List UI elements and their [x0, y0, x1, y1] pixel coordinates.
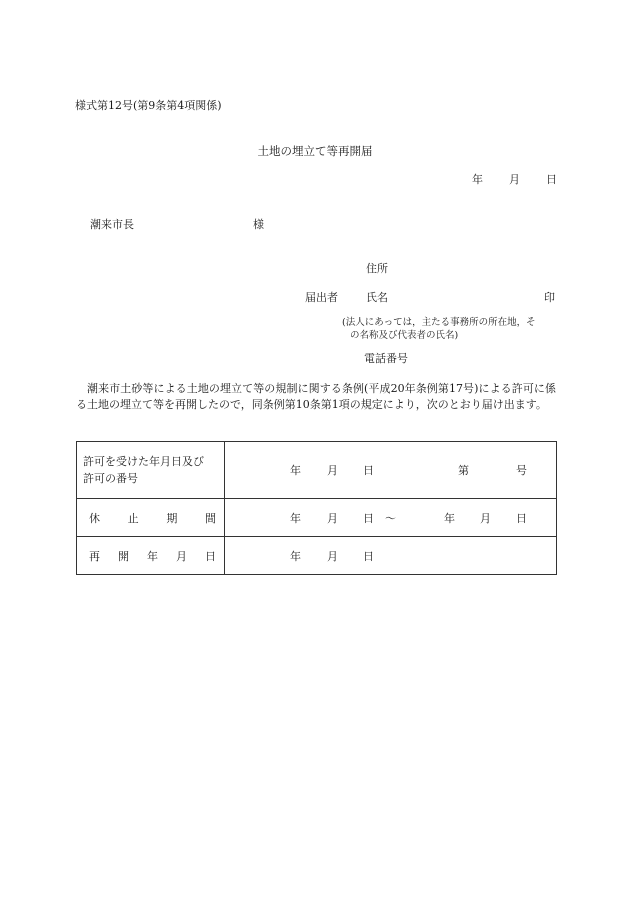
permit-day: 日 [363, 464, 374, 477]
resumption-month: 月 [327, 549, 338, 563]
label-char: 休 [89, 511, 100, 525]
resumption-label-cell [77, 537, 225, 575]
table-row-suspension [77, 499, 557, 537]
form-number: 様式第12号(第9条第4項関係) [75, 99, 222, 112]
permit-year: 年 [290, 464, 301, 477]
label-char: 日 [205, 549, 216, 563]
notifier-label: 届出者 [305, 291, 338, 304]
resumption-year: 年 [290, 549, 301, 563]
label-char: 開 [118, 549, 129, 563]
resumption-value-cell [225, 537, 557, 575]
date-year: 年 [472, 173, 483, 186]
date-day: 日 [546, 173, 557, 186]
date-line [472, 174, 557, 185]
label-char: 月 [176, 549, 187, 563]
suspension-value-cell [225, 499, 557, 537]
resumption-label [83, 548, 224, 564]
address-label: 住所 [366, 262, 388, 275]
body-paragraph: 潮来市土砂等による土地の埋立て等の規制に関する条例(平成20年条例第17号)による許可に係る土地の埋立て等を再開したので，同条例第10条第1項の規定により，次のとおり届け出ます。 [76, 382, 556, 411]
date-month: 月 [509, 173, 520, 186]
label-char: 年 [147, 549, 158, 563]
phone-label: 電話番号 [364, 352, 408, 365]
suspension-label [83, 510, 224, 526]
suspension-year: 年 [290, 511, 301, 525]
seal-mark: 印 [544, 291, 555, 304]
addressee-honorific: 様 [253, 218, 264, 231]
permit-label-line-2: 許可の番号 [83, 472, 138, 485]
table-row-permit [77, 442, 557, 499]
permit-dai: 第 [458, 464, 469, 477]
permit-go: 号 [516, 464, 527, 477]
label-char: 再 [89, 549, 100, 563]
table-row-resumption [77, 537, 557, 575]
resumption-day: 日 [363, 549, 374, 563]
document-title: 土地の埋立て等再開届 [257, 144, 373, 158]
resumption-table [76, 441, 557, 575]
suspension-month-end: 月 [480, 511, 491, 525]
corporation-note [342, 316, 557, 342]
permit-value-cell [225, 442, 557, 499]
label-char: 期 [166, 511, 178, 525]
permit-label-line-1: 許可を受けた年月日及び [83, 455, 204, 468]
suspension-month: 月 [327, 511, 338, 525]
name-label: 氏名 [366, 291, 388, 304]
label-char: 止 [127, 511, 139, 525]
suspension-label-cell [77, 499, 225, 537]
suspension-day-end: 日 [516, 511, 527, 525]
addressee-name: 潮来市長 [90, 218, 134, 231]
note-line-2: の名称及び代表者の氏名) [350, 330, 459, 341]
suspension-day: 日 [363, 511, 374, 525]
suspension-year-end: 年 [444, 511, 455, 525]
permit-label-cell [77, 442, 225, 499]
permit-month: 月 [327, 464, 338, 477]
suspension-tilde: 〜 [385, 511, 396, 525]
note-line-1: (法人にあっては，主たる事務所の所在地，そ [342, 317, 536, 328]
label-char: 間 [204, 511, 216, 525]
